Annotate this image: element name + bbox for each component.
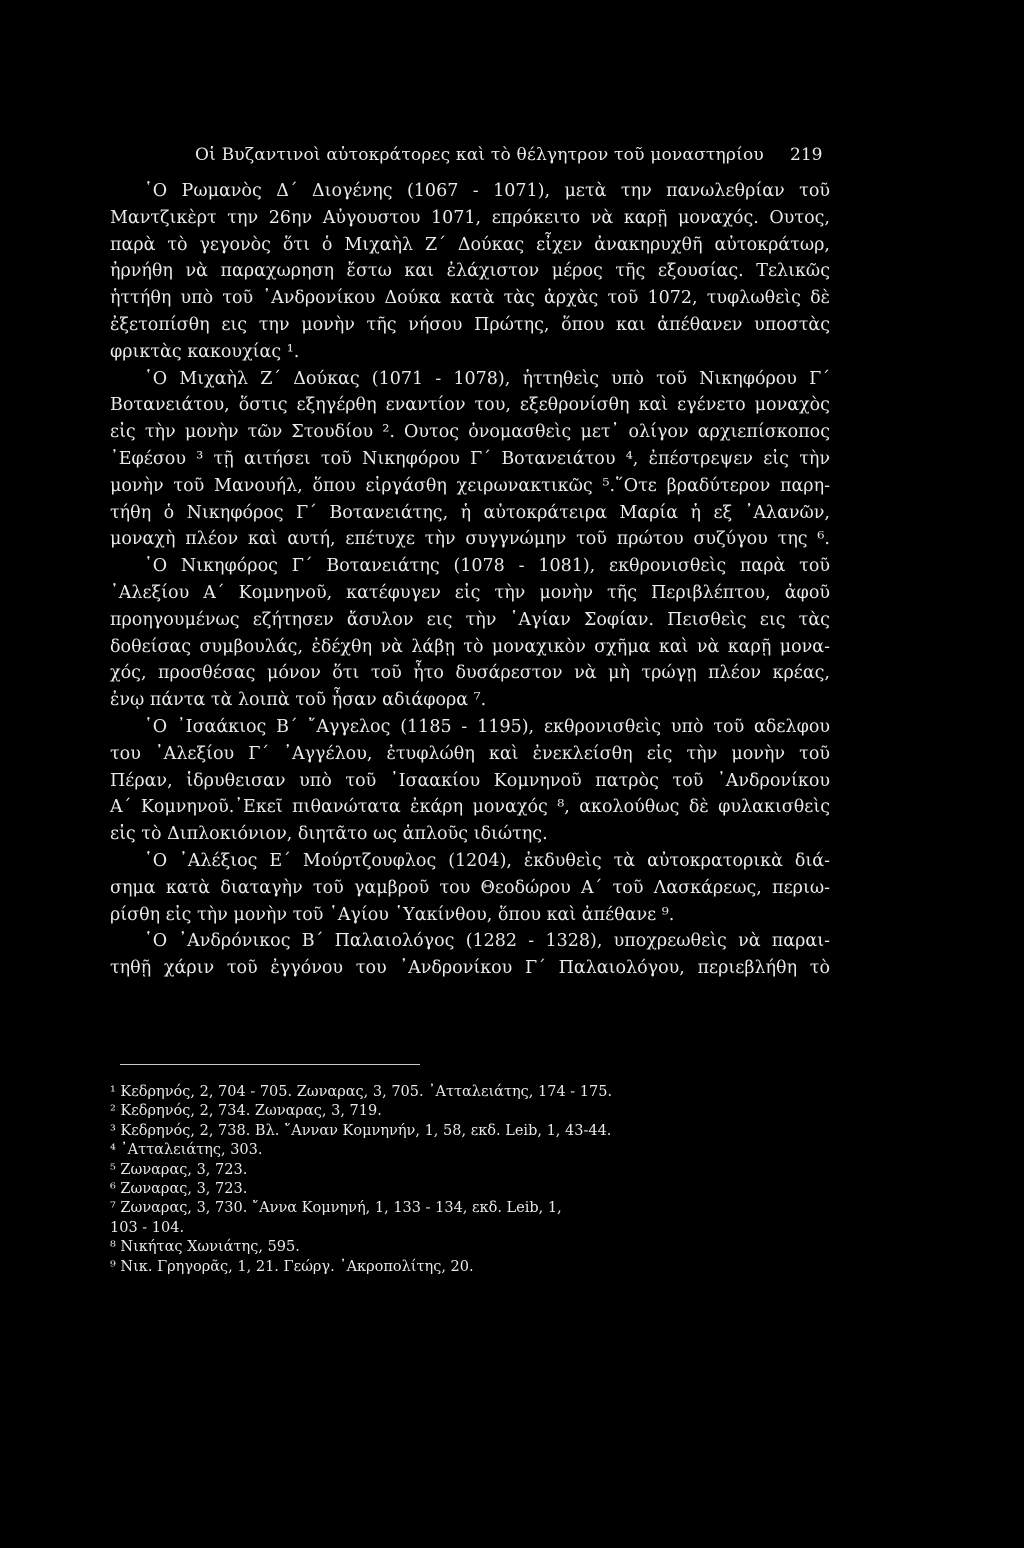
footnote: ⁴ ᾿Ατταλειάτης, 303. (110, 1142, 263, 1159)
text-line: ῾Ο ᾿Ανδρόνικος Β΄ Παλαιολόγος (1282 - 1328), υποχρεωθεὶς νὰ παραι- (144, 931, 830, 952)
text-line: ᾿Εφέσου ³ τῇ αιτήσει τοῦ Νικηφόρου Γ΄ Βοτανειάτου ⁴, ἐπέστρεψεν εἰς τὴν (110, 448, 830, 469)
text-line: ῾Ο Ρωμανὸς Δ΄ Διογένης (1067 - 1071), μετὰ την πανωλεθρίαν τοῦ (144, 181, 830, 201)
footnote-divider (120, 1064, 420, 1065)
body-text (110, 178, 830, 982)
text-line: εἰς τὸ Διπλοκιόνιον, διητᾶτο ως ἁπλοῦς ιδιώτης. (110, 824, 548, 845)
text-line: σημα κατὰ διαταγὴν τοῦ γαμβροῦ του Θεοδώρου Α΄ τοῦ Λασκάρεως, περιω- (110, 877, 830, 898)
text-line: Μαντζικὲρτ την 26ην Αὐγουστου 1071, επρόκειτο νὰ καρῇ μοναχός. Ουτος, (110, 207, 830, 228)
text-line: ῾Ο ᾿Αλέξιος Ε΄ Μούρτζουφλος (1204), ἐκδυθεὶς τὰ αὐτοκρατορικὰ διά- (144, 850, 830, 871)
text-line: μονὴν τοῦ Μανουήλ, ὅπου εἰργάσθη χειρωνακτικῶς ⁵.῞Οτε βραδύτερον παρη- (110, 475, 830, 496)
text-line: ἐνῳ πάντα τὰ λοιπὰ τοῦ ἦσαν αδιάφορα ⁷. (110, 690, 487, 711)
text-line: Πέραν, ἱδρυθεισαν υπὸ τοῦ ᾿Ισαακίου Κομνηνοῦ πατρὸς τοῦ ᾿Ανδρονίκου (110, 770, 830, 791)
text-line: ῾Ο Νικηφόρος Γ΄ Βοτανειάτης (1078 - 1081), εκθρονισθεὶς παρὰ τοῦ (144, 556, 830, 577)
footnote: ⁵ Ζωναρας, 3, 723. (110, 1161, 248, 1178)
footnote: ⁷ Ζωναρας, 3, 730. ῎Αννα Κομνηνή, 1, 133 - 134, εκδ. Leib, 1, (110, 1200, 562, 1217)
footnote-continuation: 103 - 104. (110, 1219, 185, 1236)
text-line: προηγουμένως εζήτησεν ἄσυλον εις τὴν ῾Αγίαν Σοφίαν. Πεισθεὶς εις τὰς (110, 609, 830, 630)
footnote: ⁹ Νικ. Γρηγορᾶς, 1, 21. Γεώργ. ᾿Ακροπολίτης, 20. (110, 1258, 474, 1275)
text-line: του ᾿Αλεξίου Γ΄ ᾿Αγγέλου, ἐτυφλώθη καὶ ἐνεκλείσθη εἰς τὴν μονὴν τοῦ (110, 743, 830, 764)
text-line: δοθείσας συμβουλάς, ἐδέχθη νὰ λάβῃ τὸ μοναχικὸν σχῆμα καὶ νὰ καρῇ μονα- (110, 636, 830, 657)
footnote: ³ Κεδρηνός, 2, 738. Βλ. ῎Ανναν Κομνηνήν, 1, 58, εκδ. Leib, 1, 43-44. (110, 1122, 612, 1139)
text-line: Βοτανειάτου, ὅστις εξηγέρθη εναντίον του, εξεθρονίσθη καὶ εγένετο μοναχὸς (110, 395, 830, 416)
text-line: ἠρνήθη νὰ παραχωρηση ἔστω και ἐλάχιστον μέρος τῆς εξουσίας. Τελικῶς (110, 261, 830, 282)
text-line: μοναχὴ πλέον καὶ αυτή, επέτυχε τὴν συγγνώμην τοῦ πρώτου συζύγου της ⁶. (110, 529, 830, 550)
text-line: εἰς τὴν μονὴν τῶν Στουδίου ². Ουτος ὀνομασθεὶς μετ᾿ ολίγον αρχιεπίσκοπος (110, 422, 830, 443)
text-line: φρικτὰς κακουχίας ¹. (110, 341, 300, 362)
text-line: τηθῇ χάριν τοῦ ἐγγόνου του ᾿Ανδρονίκου Γ΄ Παλαιολόγου, περιεβλήθη τὸ (110, 958, 830, 979)
footnotes (110, 1083, 850, 1277)
text-line: ἐξετοπίσθη εις την μονὴν τῆς νήσου Πρώτης, ὅπου και ἀπέθανεν υποστὰς (110, 314, 830, 335)
footnote: ⁶ Ζωναρας, 3, 723. (110, 1180, 248, 1197)
text-line: τήθη ὁ Νικηφόρος Γ΄ Βοτανειάτης, ἡ αὐτοκράτειρα Μαρία ἡ εξ ᾿Αλανῶν, (110, 502, 830, 523)
text-line: παρὰ τὸ γεγονὸς ὅτι ὁ Μιχαὴλ Ζ΄ Δούκας εἶχεν ἀνακηρυχθῆ αὐτοκράτωρ, (110, 234, 830, 255)
running-title: Οἱ Βυζαντινοὶ αὐτοκράτορες καὶ τὸ θέλγητρον τοῦ μοναστηρίου (195, 145, 764, 165)
text-line: ῾Ο ᾿Ισαάκιος Β΄ ῎Αγγελος (1185 - 1195), εκθρονισθεὶς υπὸ τοῦ αδελφου (144, 716, 830, 737)
text-line: ῾Ο Μιχαὴλ Ζ΄ Δούκας (1071 - 1078), ἡττηθεὶς υπὸ τοῦ Νικηφόρου Γ΄ (144, 368, 830, 389)
text-line: χός, προσθέσας μόνον ὅτι τοῦ ἦτο δυσάρεστον νὰ μὴ τρώγῃ πλέον κρέας, (110, 663, 830, 684)
page-number: 219 (790, 145, 823, 165)
footnote: ² Κεδρηνός, 2, 734. Ζωναρας, 3, 719. (110, 1103, 382, 1120)
footnote: ⁸ Νικήτας Χωνιάτης, 595. (110, 1239, 300, 1256)
footnote: ¹ Κεδρηνός, 2, 704 - 705. Ζωναρας, 3, 705. ᾿Ατταλειάτης, 174 - 175. (110, 1084, 613, 1100)
text-line: ἡττήθη υπὸ τοῦ ᾿Ανδρονίκου Δούκα κατὰ τὰς ἀρχὰς τοῦ 1072, τυφλωθεὶς δὲ (110, 288, 830, 309)
text-line: Α΄ Κομνηνοῦ.᾿Εκεῖ πιθανώτατα ἐκάρη μοναχός ⁸, ακολούθως δὲ φυλακισθεὶς (110, 797, 830, 818)
text-line: ρίσθη εἰς τὴν μονὴν τοῦ ῾Αγίου ῾Υακίνθου, ὅπου καὶ ἀπέθανε ⁹. (110, 904, 675, 925)
text-line: ᾿Αλεξίου Α΄ Κομνηνοῦ, κατέφυγεν εἰς τὴν μονὴν τῆς Περιβλέπτου, ἀφοῦ (110, 582, 830, 603)
